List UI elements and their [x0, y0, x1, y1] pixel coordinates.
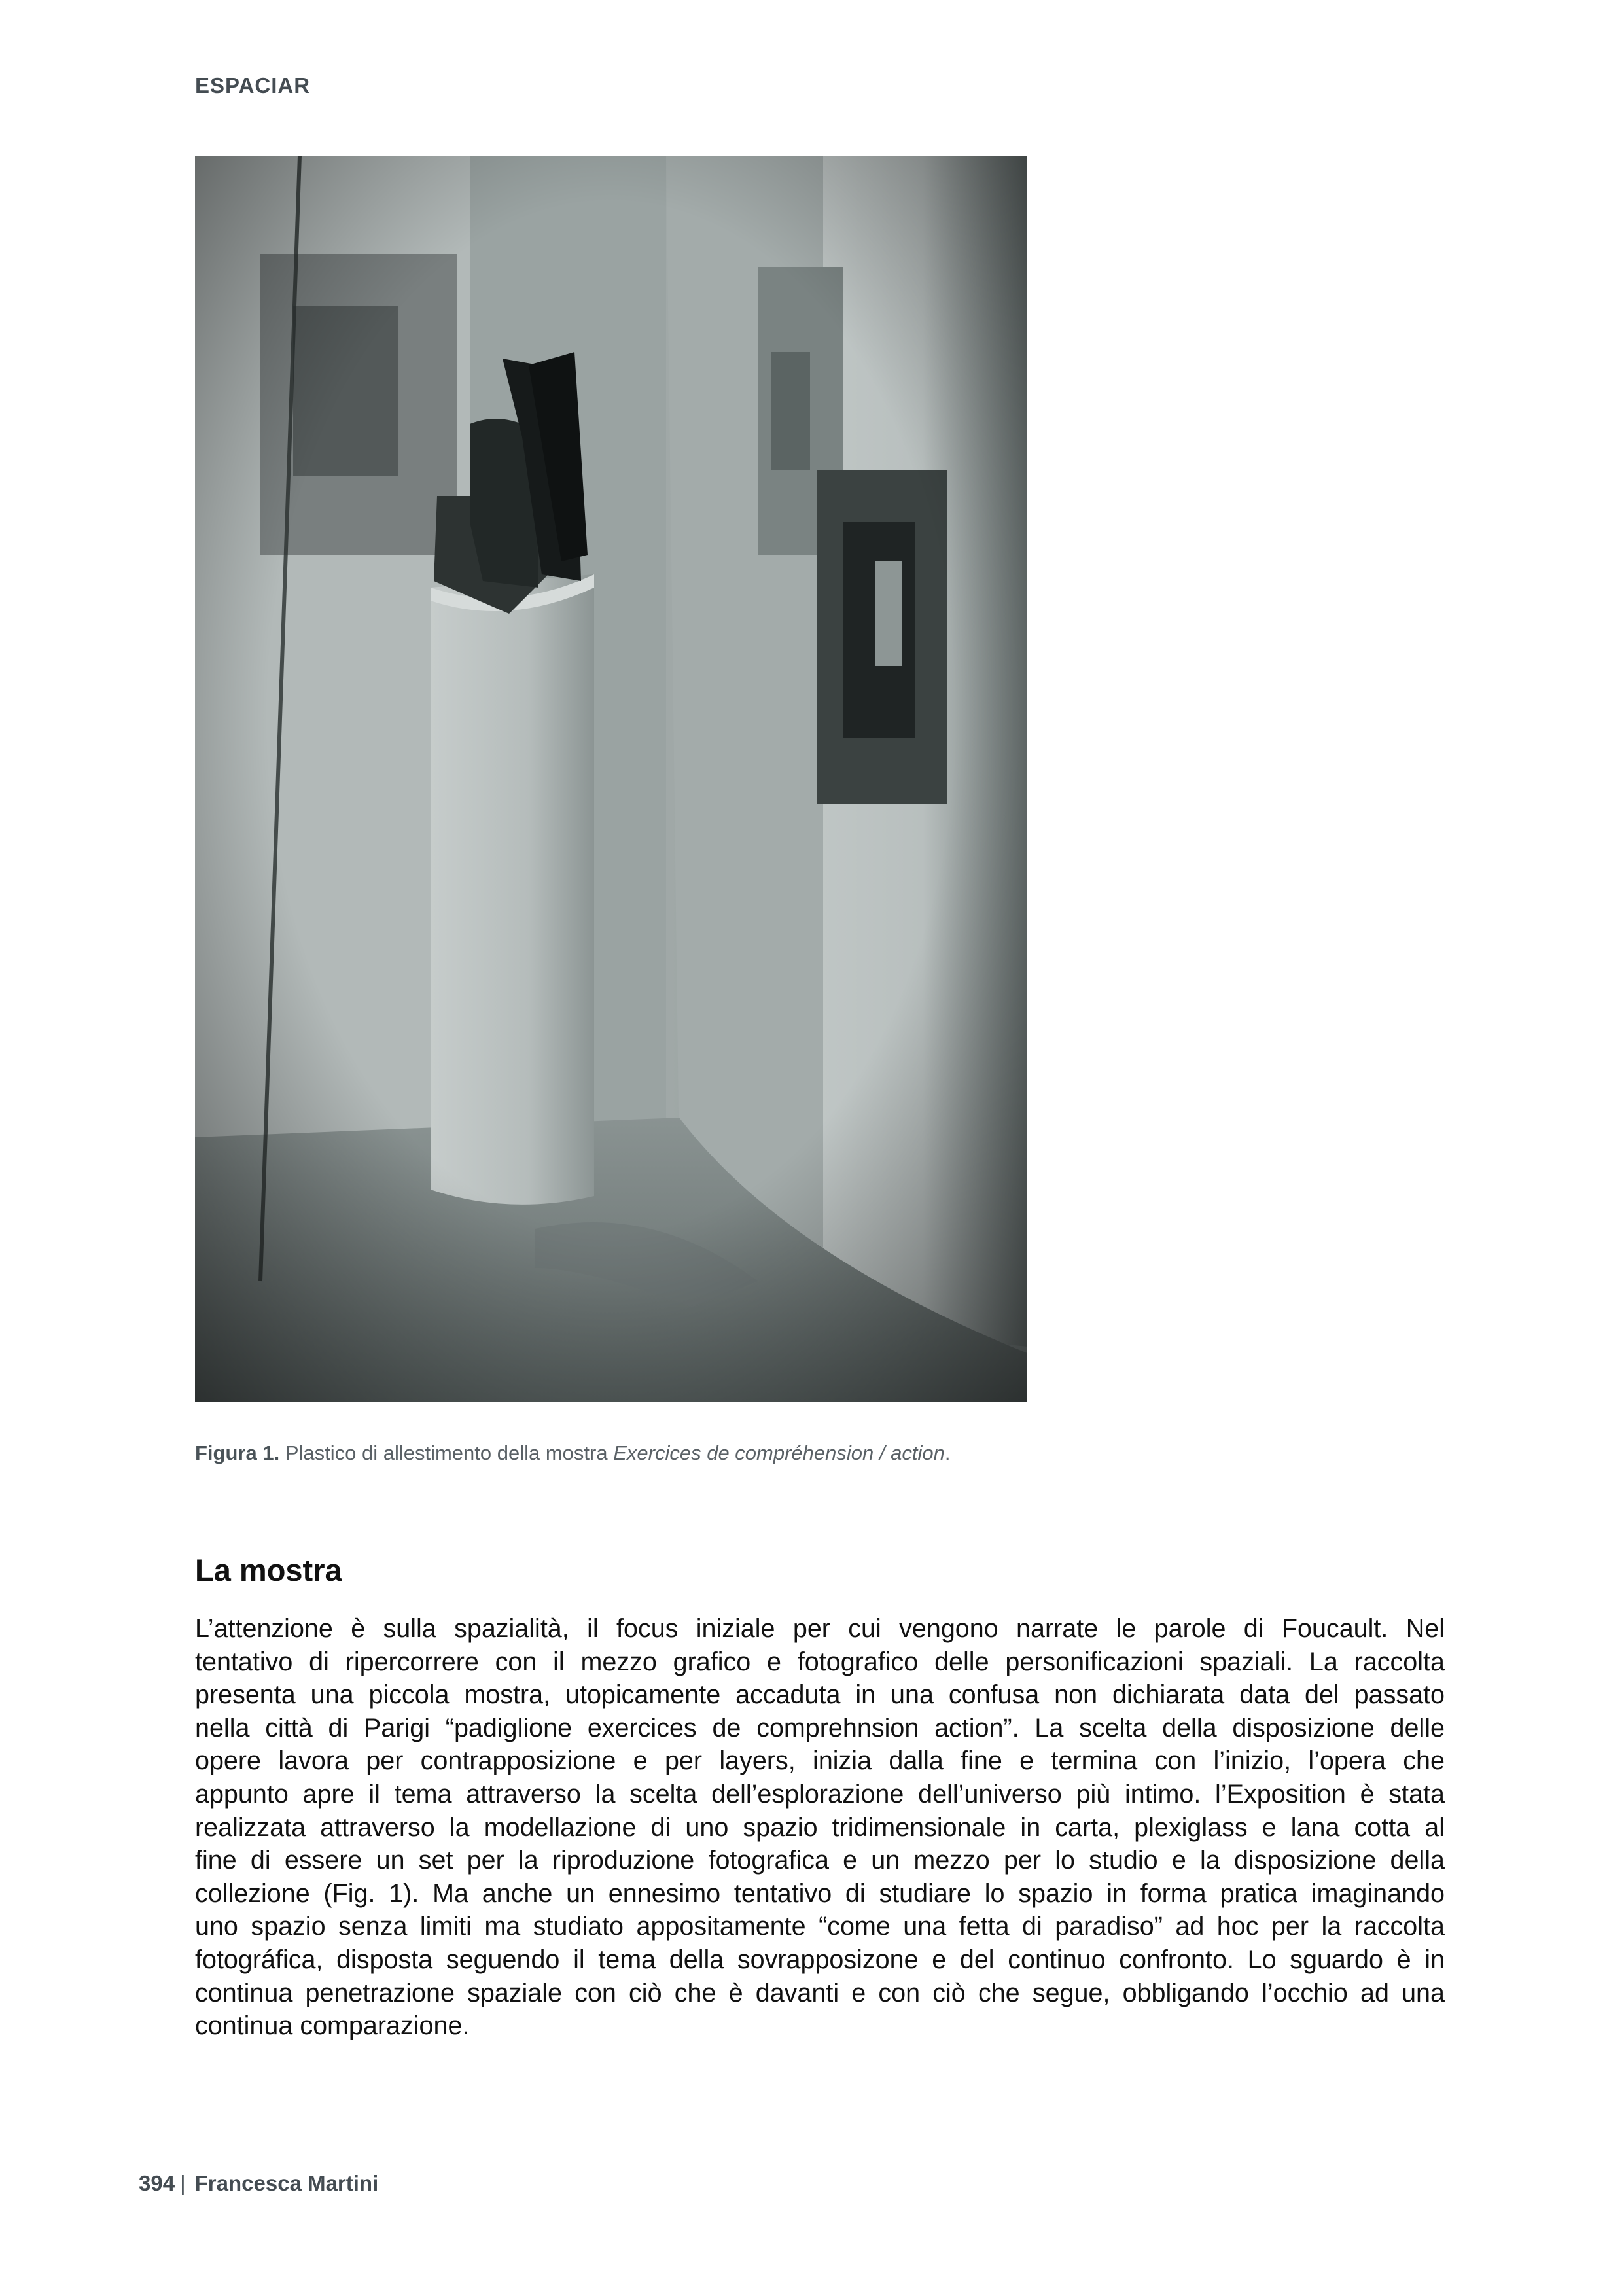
paragraph-line: appunto apre il tema attraverso la scelta dell’esplorazione dell’universo più intimo. l’Exposition è stata [195, 1779, 1445, 1809]
paragraph-line: opere lavora per contrapposizione e per layers, inizia dalla fine e termina con l’inizio, l’opera che [195, 1746, 1445, 1776]
paragraph-line: fine di essere un set per la riproduzione fotografica e un mezzo per lo studio e la disposizione della [195, 1846, 1445, 1875]
caption-label: Figura 1. [195, 1441, 280, 1464]
paragraph-line: presenta una piccola mostra, utopicamente accaduta in una confusa non dichiarata data del passato [195, 1680, 1445, 1710]
body-paragraph [195, 1612, 1445, 2043]
paragraph-line: fotográfica, disposta seguendo il tema della sovrapposizone e del continuo confronto. Lo sguardo è in [195, 1945, 1445, 1974]
exhibition-model-photo [195, 156, 1027, 1402]
paragraph-line: continua penetrazione spaziale con ciò che è davanti e con ciò che segue, obbligando l’occhio ad una [195, 1978, 1445, 2007]
paragraph-line: uno spazio senza limiti ma studiato appositamente “come una fetta di paradiso” ad hoc per la raccolta [195, 1912, 1445, 1941]
page-number: 394 [139, 2171, 175, 2195]
figure-caption [195, 1441, 950, 1465]
paragraph-line: continua comparazione. [195, 2011, 470, 2041]
footer-separator: | [180, 2171, 186, 2195]
caption-title: Exercices de compréhension / action [613, 1441, 945, 1464]
caption-text: Plastico di allestimento della mostra [279, 1441, 614, 1464]
paragraph-line: nella città di Parigi “padiglione exercices de comprehnsion action”. La scelta della disposizione delle [195, 1713, 1445, 1742]
paragraph-line: collezione (Fig. 1). Ma anche un ennesimo tentativo di studiare lo spazio in forma pratica imaginando [195, 1879, 1445, 1908]
paragraph-line: tentativo di ripercorrere con il mezzo grafico e fotografico delle personificazioni spaziali. La raccolta [195, 1647, 1445, 1676]
figure-photo [195, 156, 1027, 1402]
paragraph-line: realizzata attraverso la modellazione di uno spazio tridimensionale in carta, plexiglass e lana cotta al [195, 1812, 1445, 1842]
section-title: La mostra [195, 1553, 342, 1587]
running-head: ESPACIAR [195, 73, 311, 97]
paragraph-line: L’attenzione è sulla spazialità, il focus iniziale per cui vengono narrate le parole di Foucault. Nel [195, 1614, 1445, 1643]
page-footer [139, 2171, 378, 2196]
caption-end: . [944, 1441, 951, 1464]
footer-author: Francesca Martini [194, 2171, 379, 2195]
